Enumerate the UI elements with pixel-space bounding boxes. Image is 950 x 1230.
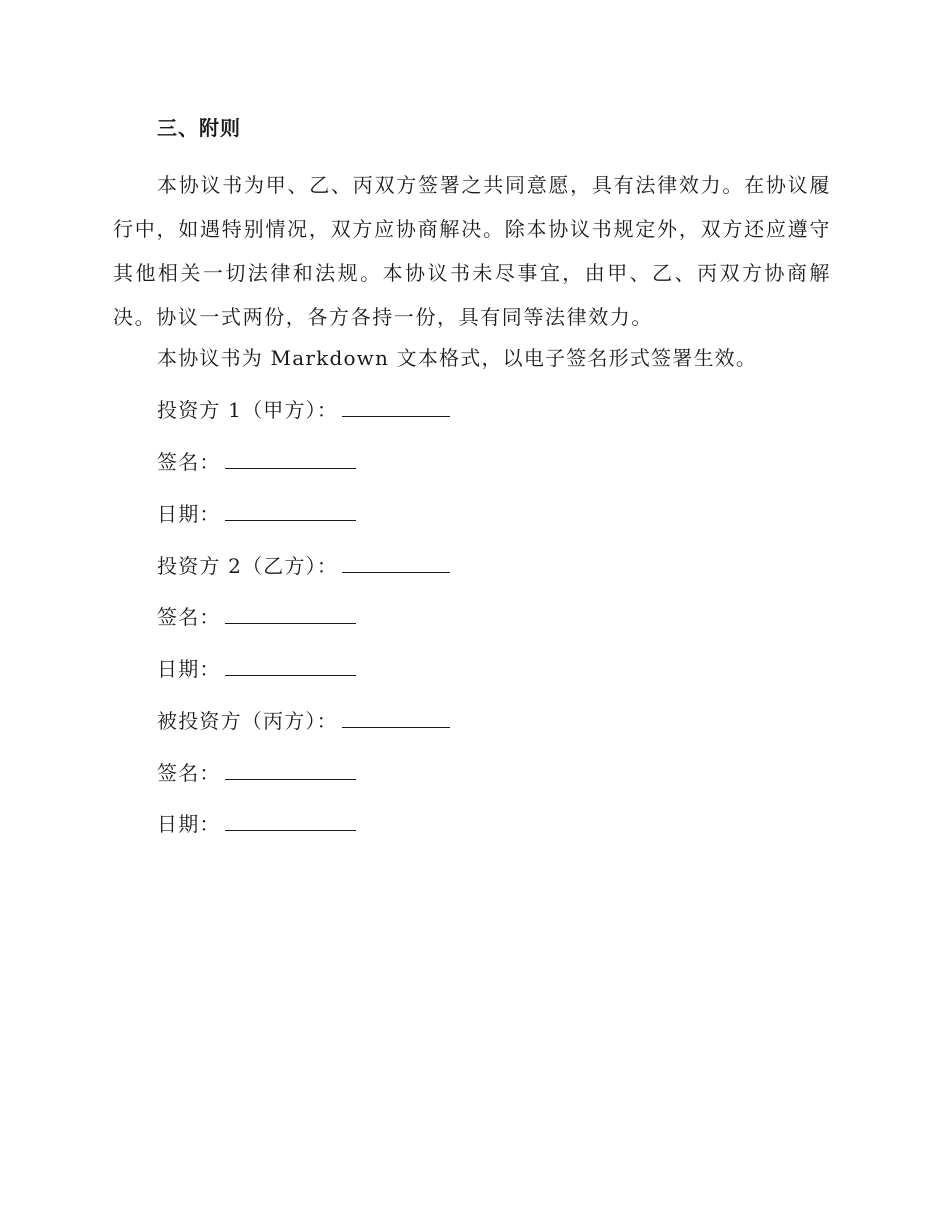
party2-blank[interactable] <box>342 552 450 573</box>
party1-sign-line <box>157 448 356 476</box>
party1-date-blank[interactable] <box>225 500 356 521</box>
appendix-paragraph: 本协议书为甲、乙、丙双方签署之共同意愿，具有法律效力。在协议履行中，如遇特别情况，双方应协商解决。除本协议书规定外，双方还应遵守其他相关一切法律和法规。本协议书未尽事宜，由甲、乙、丙双方协商解决。协议一式两份，各方各持一份，具有同等法律效力。 <box>113 173 831 329</box>
party2-sign-line <box>157 603 356 631</box>
party1-date-line <box>157 500 356 528</box>
party2-label: 投资方 2（乙方）： <box>157 554 339 578</box>
party1-sign-blank[interactable] <box>225 448 356 469</box>
format-note: 本协议书为 Markdown 文本格式，以电子签名形式签署生效。 <box>157 346 758 370</box>
party2-sign-label: 签名： <box>157 605 221 629</box>
section-heading: 三、附则 <box>157 116 241 140</box>
party1-sign-label: 签名： <box>157 450 221 474</box>
party3-date-blank[interactable] <box>225 810 356 831</box>
party3-line <box>157 707 450 735</box>
party3-date-line <box>157 810 356 838</box>
party3-sign-label: 签名： <box>157 761 221 785</box>
party1-label: 投资方 1（甲方）： <box>157 398 339 422</box>
party2-date-label: 日期： <box>157 657 221 681</box>
party2-sign-blank[interactable] <box>225 603 356 624</box>
party1-date-label: 日期： <box>157 502 221 526</box>
party3-label: 被投资方（丙方）： <box>157 709 338 733</box>
party3-blank[interactable] <box>342 707 450 728</box>
party2-date-blank[interactable] <box>225 655 356 676</box>
party2-date-line <box>157 655 356 683</box>
party3-date-label: 日期： <box>157 812 221 836</box>
party1-blank[interactable] <box>342 396 450 417</box>
party3-sign-line <box>157 759 356 787</box>
party1-line <box>157 396 450 424</box>
party3-sign-blank[interactable] <box>225 759 356 780</box>
party2-line <box>157 552 450 580</box>
